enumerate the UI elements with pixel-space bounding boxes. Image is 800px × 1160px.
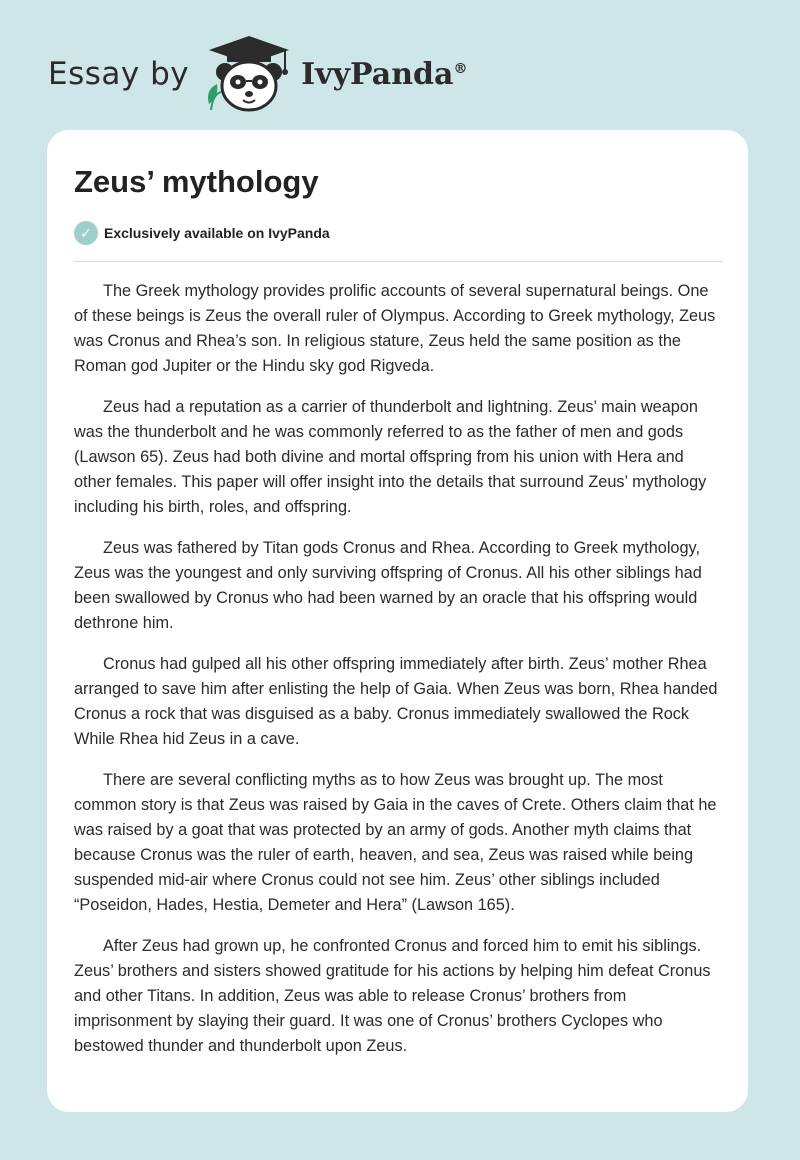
panda-logo-icon[interactable] (203, 34, 295, 114)
essay-by-label: Essay by (48, 56, 190, 92)
paragraph: Zeus had a reputation as a carrier of thunderbolt and lightning. Zeus’ main weapon was the thunderbolt and he was commonly referred to as the father of men and gods (Lawson 65). Zeus had both divine and mortal offspring from his union with Hera and other females. This paper will offer insight into the details that surround Zeus’ mythology including his birth, roles, and offspring. (74, 398, 707, 516)
brand-name[interactable]: IvyPanda® (301, 56, 468, 92)
exclusive-badge-label: Exclusively available on IvyPanda (104, 225, 330, 241)
paragraph: After Zeus had grown up, he confronted Cronus and forced him to emit his siblings. Zeus’ brothers and sisters showed gratitude for his actions by helping him defeat Cronus and other Titans. In addition, Zeus was able to release Cronus’ brothers from imprisonment by slaying their guard. It was one of Cronus’ brothers Cyclopes who bestowed thunder and thunderbolt upon Zeus. (74, 937, 711, 1055)
divider (74, 261, 723, 262)
check-icon: ✓ (74, 221, 98, 245)
essay-card (47, 130, 748, 1112)
paragraph: There are several conflicting myths as to how Zeus was brought up. The most common story is that Zeus was raised by Gaia in the caves of Crete. Others claim that he was raised by a goat that was protected by an army of gods. Another myth claims that because Cronus was the ruler of earth, heaven, and sea, Zeus was raised while being suspended mid-air where Cronus could not see him. Zeus’ other siblings included “Poseidon, Hades, Hestia, Demeter and Hera” (Lawson 165). (74, 771, 717, 914)
paragraph: The Greek mythology provides prolific accounts of several supernatural beings. One of these beings is Zeus the overall ruler of Olympus. According to Greek mythology, Zeus was Cronus and Rhea’s son. In religious stature, Zeus held the same position as the Roman god Jupiter or the Hindu sky god Rigveda. (74, 282, 716, 375)
page-title: Zeus’ mythology (74, 164, 319, 199)
paragraph: Zeus was fathered by Titan gods Cronus and Rhea. According to Greek mythology, Zeus was the youngest and only surviving offspring of Cronus. All his other siblings had been swallowed by Cronus who had been warned by an oracle that his offspring would dethrone him. (74, 539, 702, 632)
site-header (48, 34, 467, 114)
essay-body (74, 279, 724, 1075)
exclusive-badge (74, 221, 330, 245)
paragraph: Cronus had gulped all his other offspring immediately after birth. Zeus’ mother Rhea arranged to save him after enlisting the help of Gaia. When Zeus was born, Rhea handed Cronus a rock that was disguised as a baby. Cronus immediately swallowed the Rock While Rhea hid Zeus in a cave. (74, 655, 718, 748)
